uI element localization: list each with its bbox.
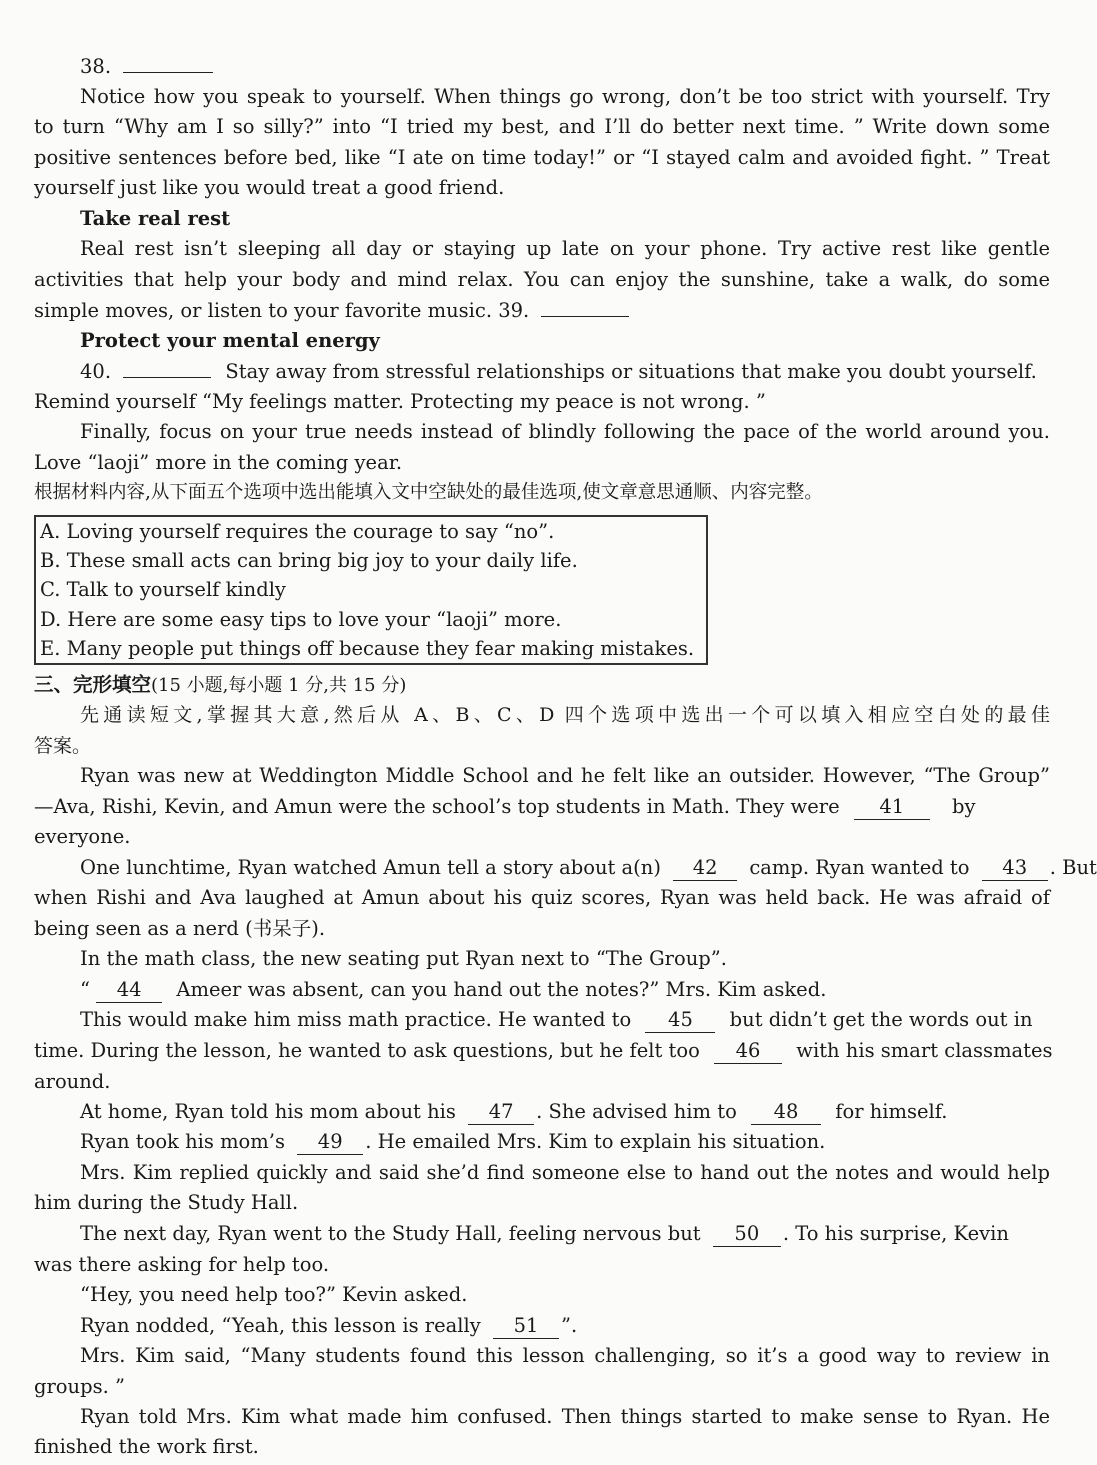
cloze-line: Ryan was new at Weddington Middle School and he felt like an outsider. However, “The Group”	[80, 764, 1050, 787]
option-b: B. These small acts can bring big joy to your daily life.	[40, 549, 578, 572]
cloze-text: Ryan nodded, “Yeah, this lesson is really	[80, 1314, 481, 1337]
paragraph-line: Finally, focus on your true needs instead of blindly following the pace of the world around you.	[80, 420, 1050, 443]
paragraph-line: Love “laoji” more in the coming year.	[34, 451, 403, 474]
cloze-text: . But	[1049, 856, 1097, 879]
cloze-line: finished the work first.	[34, 1435, 259, 1458]
paragraph-line: positive sentences before bed, like “I ate on time today!” or “I stayed calm and avoided fight. ” Treat	[34, 146, 1050, 169]
cloze-line	[80, 1219, 1050, 1249]
cloze-blank-46[interactable]: 46	[714, 1039, 782, 1064]
option-c: C. Talk to yourself kindly	[40, 578, 286, 601]
cloze-text: Ryan took his mom’s	[80, 1130, 285, 1153]
cloze-text: time. During the lesson, he wanted to ask questions, but he felt too	[34, 1039, 700, 1062]
cloze-text: One lunchtime, Ryan watched Amun tell a story about a(n)	[80, 856, 661, 879]
cloze-line: Mrs. Kim replied quickly and said she’d find someone else to hand out the notes and would help	[80, 1161, 1050, 1184]
cloze-line: groups. ”	[34, 1375, 125, 1398]
cloze-line	[34, 1036, 1053, 1066]
cloze-blank-42[interactable]: 42	[673, 856, 737, 881]
paragraph-line: Remind yourself “My feelings matter. Protecting my peace is not wrong. ”	[34, 390, 766, 413]
cloze-text: . To his surprise, Kevin	[782, 1222, 1009, 1245]
cloze-blank-47[interactable]: 47	[468, 1100, 534, 1125]
cloze-line: was there asking for help too.	[34, 1253, 330, 1276]
task-instruction: 根据材料内容,从下面五个选项中选出能填入文中空缺处的最佳选项,使文章意思通顺、内容完整。	[34, 482, 823, 503]
cloze-text: —Ava, Rishi, Kevin, and Amun were the school’s top students in Math. They were	[34, 795, 840, 818]
section-3-header	[34, 670, 1050, 700]
paragraph-line: to turn “Why am I so silly?” into “I tried my best, and I’ll do better next time. ” Write down some	[34, 115, 1050, 138]
paragraph-line: yourself just like you would treat a good friend.	[34, 176, 505, 199]
cloze-line	[80, 853, 1097, 883]
cloze-text: Ameer was absent, can you hand out the notes?” Mrs. Kim asked.	[176, 978, 827, 1001]
cloze-text: by	[952, 795, 976, 818]
question-39-line	[34, 296, 1050, 326]
cloze-blank-45[interactable]: 45	[645, 1008, 715, 1033]
cloze-blank-49[interactable]: 49	[297, 1130, 363, 1155]
cloze-text: “	[80, 978, 90, 1001]
cloze-text: . She advised him to	[536, 1100, 737, 1123]
cloze-text: but didn’t get the words out in	[729, 1008, 1033, 1031]
question-38-number: 38.	[80, 55, 112, 78]
cloze-line: “Hey, you need help too?” Kevin asked.	[80, 1283, 468, 1306]
cloze-blank-41[interactable]: 41	[854, 795, 930, 820]
section-3-title: 三、完形填空	[34, 673, 152, 696]
cloze-text: This would make him miss math practice. He wanted to	[80, 1008, 632, 1031]
cloze-line: around.	[34, 1070, 111, 1093]
paragraph-text: Stay away from stressful relationships or situations that make you doubt yourself.	[225, 360, 1037, 383]
cloze-line: him during the Study Hall.	[34, 1191, 299, 1214]
cloze-text: . He emailed Mrs. Kim to explain his situation.	[365, 1130, 826, 1153]
cloze-text: At home, Ryan told his mom about his	[80, 1100, 456, 1123]
cloze-text: for himself.	[835, 1100, 948, 1123]
section-3-scoring: (15 小题,每小题 1 分,共 15 分)	[151, 675, 407, 696]
cloze-text: camp. Ryan wanted to	[749, 856, 970, 879]
option-d: D. Here are some easy tips to love your “laoji” more.	[40, 608, 562, 631]
cloze-text: The next day, Ryan went to the Study Hall, feeling nervous but	[80, 1222, 701, 1245]
cloze-line	[80, 1005, 1050, 1035]
question-40-line	[80, 357, 1050, 387]
cloze-blank-44[interactable]: 44	[96, 978, 162, 1003]
answer-blank-38[interactable]	[123, 72, 213, 73]
question-38-line	[80, 52, 1050, 82]
cloze-line	[80, 1311, 1050, 1341]
section-3-instruction: 先通读短文,掌握其大意,然后从 A、B、C、D 四个选项中选出一个可以填入相应空白处的最佳	[80, 704, 1050, 726]
cloze-blank-51[interactable]: 51	[493, 1314, 559, 1339]
cloze-line	[80, 975, 1050, 1005]
paragraph-text: simple moves, or listen to your favorite music. 39.	[34, 299, 530, 322]
question-40-number: 40.	[80, 360, 112, 383]
section-heading-protect-energy: Protect your mental energy	[80, 329, 380, 352]
cloze-blank-48[interactable]: 48	[751, 1100, 821, 1125]
cloze-line	[80, 1127, 1050, 1157]
option-a: A. Loving yourself requires the courage to say “no”.	[40, 520, 555, 543]
paragraph-line: activities that help your body and mind relax. You can enjoy the sunshine, take a walk, do some	[34, 268, 1050, 291]
cloze-line: being seen as a nerd (书呆子).	[34, 917, 326, 940]
cloze-line: In the math class, the new seating put Ryan next to “The Group”.	[80, 947, 727, 970]
cloze-blank-43[interactable]: 43	[982, 856, 1048, 881]
answer-blank-39[interactable]	[541, 316, 629, 317]
options-box	[34, 515, 708, 665]
cloze-text: ”.	[560, 1314, 578, 1337]
cloze-line	[80, 1097, 1050, 1127]
cloze-line: Mrs. Kim said, “Many students found this lesson challenging, so it’s a good way to review in	[80, 1344, 1050, 1367]
option-e: E. Many people put things off because they fear making mistakes.	[40, 637, 695, 660]
answer-blank-40[interactable]	[123, 377, 211, 378]
cloze-blank-50[interactable]: 50	[713, 1222, 781, 1247]
paragraph-line: Notice how you speak to yourself. When things go wrong, don’t be too strict with yourself. Try	[80, 85, 1050, 108]
cloze-line: everyone.	[34, 825, 131, 848]
section-3-instruction: 答案。	[34, 735, 92, 757]
cloze-line: when Rishi and Ava laughed at Amun about his quiz scores, Ryan was held back. He was afraid of	[34, 886, 1050, 909]
cloze-text: with his smart classmates	[796, 1039, 1053, 1062]
cloze-line	[34, 792, 1050, 822]
section-heading-take-real-rest: Take real rest	[80, 207, 231, 230]
cloze-line: Ryan told Mrs. Kim what made him confused. Then things started to make sense to Ryan. He	[80, 1405, 1050, 1428]
paragraph-line: Real rest isn’t sleeping all day or staying up late on your phone. Try active rest like gentle	[80, 237, 1050, 260]
